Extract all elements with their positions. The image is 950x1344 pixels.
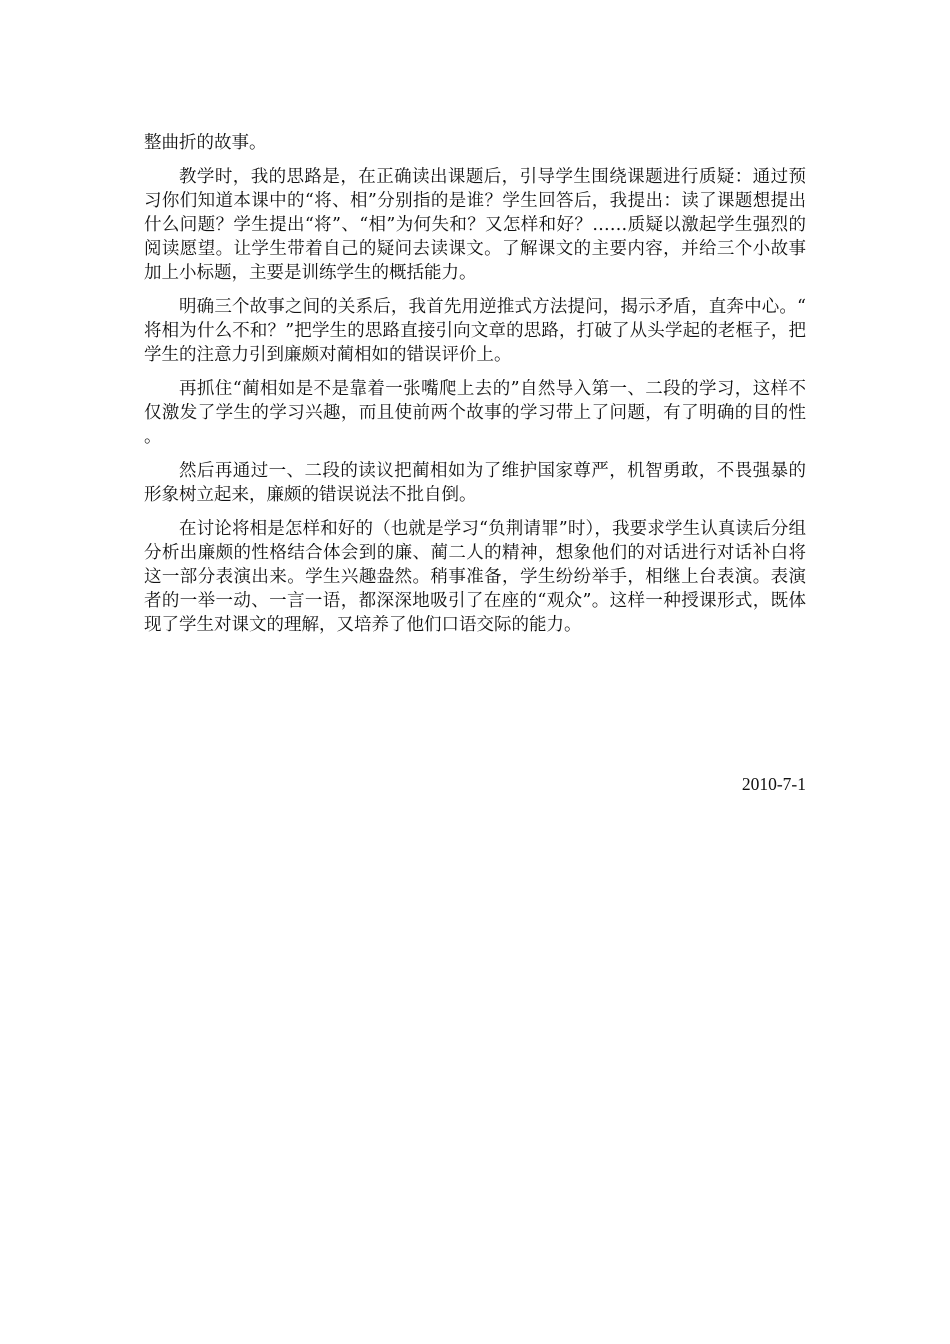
text-line: 习你们知道本课中的“将、相”分别指的是谁？学生回答后，我提出：读了课题 bbox=[144, 191, 753, 211]
text-line: 激起学生强烈的阅读愿望。让学生带着自己的疑问去读课文。了解课文的主要内 bbox=[144, 215, 806, 259]
text-line: 台表演。表演者的一举一动、一言一语，都深深地吸引了在座的“观众”。这样一 bbox=[144, 567, 806, 611]
paragraph-5 bbox=[144, 459, 806, 507]
text-line: 在讨论将相是怎样和好的（也就是学习“负荆请罪”时），我要求学生认真读 bbox=[179, 519, 754, 539]
text-line: “将相为什么不和？”把学生的思路直接引向文章的思路，打破了从头学起的老 bbox=[144, 297, 806, 341]
text-line: 容，并给三个小故事加上小标题，主要是训练学生的概括能力。 bbox=[144, 239, 807, 283]
document-body bbox=[144, 131, 806, 637]
text-line: 再抓住“蔺相如是不是靠着一张嘴爬上去的”自然导入第一、二段的学习，这 bbox=[179, 379, 771, 399]
text-line: 样不仅激发了学生的学习兴趣，而且使前两个故事的学习带上了问题，有了明确 bbox=[144, 379, 807, 423]
text-line: 对话补白将这一部分表演出来。学生兴趣盎然。稍事准备，学生纷纷举手，相继上 bbox=[144, 543, 807, 587]
text-line: 的形象树立起来，廉颇的错误说法不批自倒。 bbox=[144, 461, 806, 505]
text-line: 教学时，我的思路是，在正确读出课题后，引导学生围绕课题进行质疑：通过预 bbox=[179, 167, 806, 187]
text-line: 框子，把学生的注意力引到廉颇对蔺相如的错误评价上。 bbox=[144, 321, 806, 365]
text-line: 的目的性。 bbox=[144, 403, 807, 447]
text-line: 后分组分析出廉颇的性格结合体会到的廉、蔺二人的精神，想象他们的对话进行 bbox=[144, 519, 807, 563]
paragraph-2 bbox=[144, 165, 806, 285]
paragraph-4 bbox=[144, 377, 806, 449]
paragraph-3 bbox=[144, 295, 806, 367]
document-date: 2010-7-1 bbox=[741, 774, 806, 794]
text-line: 种授课形式，既体现了学生对课文的理解，又培养了他们口语交际的能力。 bbox=[144, 591, 806, 635]
text-line: 然后再通过一、二段的读议把蔺相如为了维护国家尊严，机智勇敢，不畏强暴 bbox=[179, 461, 789, 481]
text-line: 明确三个故事之间的关系后，我首先用逆推式方法提问，揭示矛盾，直奔中心。 bbox=[179, 297, 798, 317]
paragraph-6 bbox=[144, 517, 806, 637]
paragraph-1 bbox=[144, 131, 806, 155]
text-line: 整曲折的故事。 bbox=[144, 133, 267, 153]
text-line: 想提出什么问题？学生提出“将”、“相”为何失和？又怎样和好？……质疑以 bbox=[144, 191, 807, 235]
